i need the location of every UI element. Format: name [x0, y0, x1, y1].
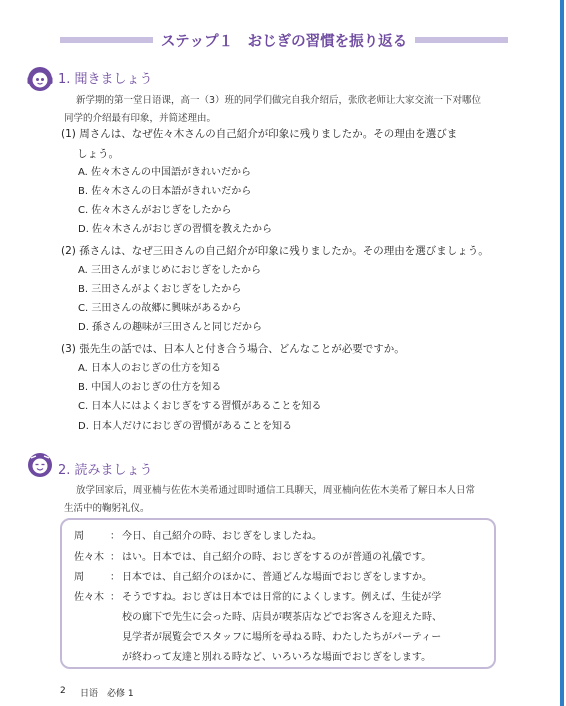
q1-option-a[interactable]: A. 佐々木さんの中国語がきれいだから: [78, 167, 252, 178]
q1-option-d[interactable]: D. 佐々木さんがおじぎの習慣を教えたから: [78, 224, 273, 235]
q2-option-a[interactable]: A. 三田さんがまじめにおじぎをしたから: [78, 265, 262, 276]
dialog-colon: ：: [110, 552, 120, 563]
q3-option-c[interactable]: C. 日本人にはよくおじぎをする習慣があることを知る: [78, 401, 322, 412]
title-bar-right: [415, 37, 508, 43]
dialog-continuation-1: 校の廊下で先生に会った時、店員が喫茶店などでお客さんを迎えた時、: [122, 612, 442, 623]
section2-intro-line1: 放学回家后，周亚楠与佐佐木美希通过即时通信工具聊天，周亚楠向佐佐木美希了解日本人日常: [76, 485, 476, 496]
dialog-continuation-2: 見学者が展覧会でスタッフに場所を尋ねる時、わたしたちがパーティー: [122, 632, 442, 643]
dialog-text: 今日、自己紹介の時、おじぎをしましたね。: [122, 531, 322, 542]
q2-option-b[interactable]: B. 三田さんがよくおじぎをしたから: [78, 284, 242, 295]
section1-intro: [64, 92, 504, 128]
q3-option-d[interactable]: D. 日本人だけにおじぎの習慣があることを知る: [78, 421, 293, 432]
dialog-text: 日本では、自己紹介のほかに、普通どんな場面でおじぎをしますか。: [122, 572, 432, 583]
q2-option-d[interactable]: D. 孫さんの趣味が三田さんと同じだから: [78, 322, 263, 333]
section-heading-listen: 1. 聞きましょう: [58, 72, 153, 87]
dialog-speaker: 佐々木: [74, 592, 104, 603]
question-1-cont: しょう。: [77, 148, 119, 160]
page-title: ステップ１ おじぎの習慣を振り返る: [160, 32, 408, 50]
section1-intro-line1: 新学期的第一堂日语课，高一（3）班的同学们做完自我介绍后，张欣老师让大家交流一下对哪位: [76, 95, 482, 106]
section1-intro-line2: 同学的介绍最有印象，并简述理由。: [64, 113, 217, 124]
reading-face-icon: [27, 452, 53, 478]
dialog-speaker: 周: [74, 531, 84, 542]
q1-option-c[interactable]: C. 佐々木さんがおじぎをしたから: [78, 205, 232, 216]
q3-option-b[interactable]: B. 中国人のおじぎの仕方を知る: [78, 382, 222, 393]
step-title-banner: [60, 28, 508, 52]
dialog-colon: ：: [110, 592, 120, 603]
q2-option-c[interactable]: C. 三田さんの故郷に興味があるから: [78, 303, 242, 314]
dialog-continuation-3: が終わって友達と別れる時など、いろいろな場面でおじぎをします。: [122, 652, 432, 663]
section2-intro: [64, 482, 504, 518]
page-edge: [560, 0, 564, 706]
section-heading-read: 2. 読みましょう: [58, 463, 153, 478]
dialog-colon: ：: [110, 572, 120, 583]
title-bar-left: [60, 37, 153, 43]
dialog-text: はい。日本では、自己紹介の時、おじぎをするのが普通の礼儀です。: [122, 552, 432, 563]
dialog-colon: ：: [110, 531, 120, 542]
question-1: (1) 周さんは、なぜ佐々木さんの自己紹介が印象に残りましたか。その理由を選びま: [61, 128, 458, 140]
dialog-speaker: 周: [74, 572, 84, 583]
page-number: 2: [60, 686, 66, 696]
dialog-text: そうですね。おじぎは日本では日常的によくします。例えば、生徒が学: [122, 592, 442, 603]
q1-option-b[interactable]: B. 佐々木さんの日本語がきれいだから: [78, 186, 252, 197]
dialog-speaker: 佐々木: [74, 552, 104, 563]
listening-face-icon: [27, 66, 53, 92]
question-2: (2) 孫さんは、なぜ三田さんの自己紹介が印象に残りましたか。その理由を選びましょう。: [61, 245, 489, 257]
question-3: (3) 張先生の話では、日本人と付き合う場合、どんなことが必要ですか。: [61, 343, 405, 355]
q3-option-a[interactable]: A. 日本人のおじぎの仕方を知る: [78, 363, 222, 374]
book-title: 日语 必修 1: [80, 689, 134, 699]
section2-intro-line2: 生活中的鞠躬礼仪。: [64, 503, 150, 514]
